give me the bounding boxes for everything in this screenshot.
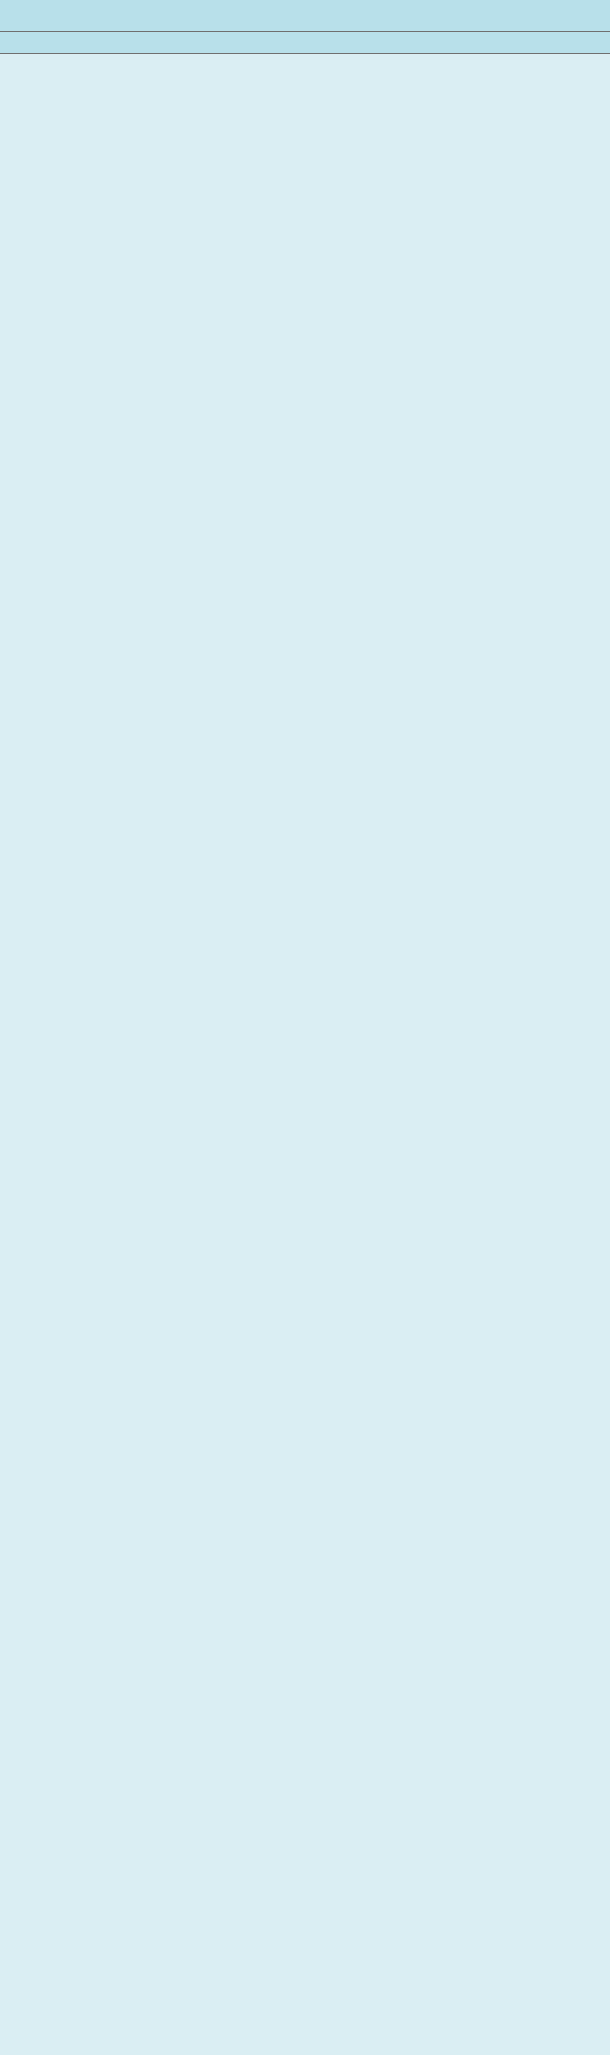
event-date bbox=[0, 32, 610, 54]
page-title bbox=[0, 0, 610, 32]
